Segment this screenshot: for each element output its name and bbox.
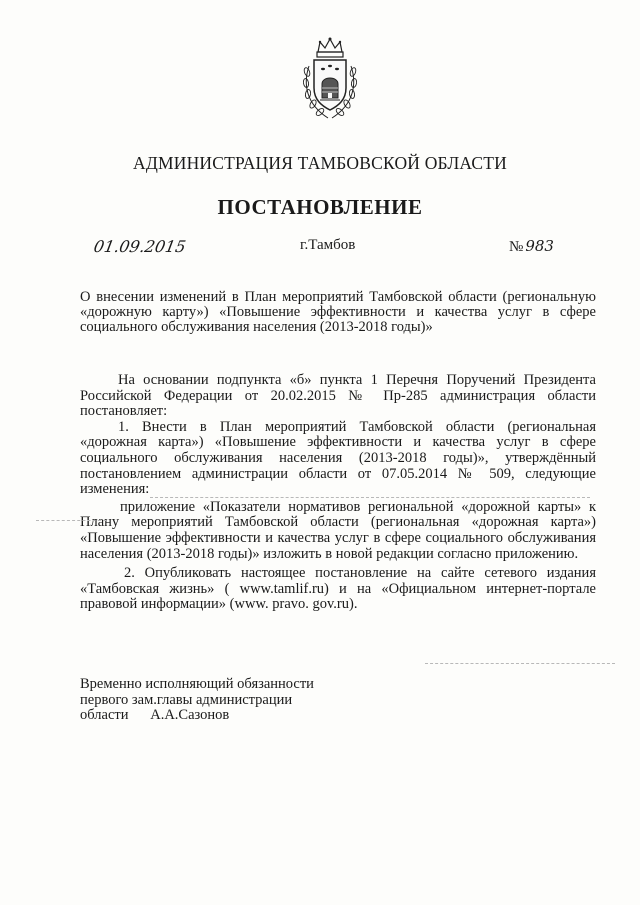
tambov-coat-of-arms-icon (300, 36, 360, 122)
signature-position-line-3 (80, 708, 314, 724)
organization-name: АДМИНИСТРАЦИЯ ТАМБОВСКОЙ ОБЛАСТИ (133, 153, 507, 173)
document-date: 01.09.2015 (92, 237, 188, 256)
preamble-paragraph: На основании подпункта «б» пункта 1 Перечня Поручений Президента Российской Федерации от 20.02.2015 № Пр-285 администрация области постановляет: (80, 372, 596, 420)
document-body (80, 373, 596, 613)
document-city: г.Тамбов (300, 237, 356, 253)
item-1-appendix-paragraph: приложение «Показатели нормативов региональной «дорожной карты» к Плану мероприятий Тамбовской области (региональная «дорожная карта») «Повышение эффективности и качества услуг в сфере социального обслуживания населения (2013-2018 годы)» изложить в новой редакции согласно приложению. (80, 498, 596, 562)
item-1-paragraph: 1. Внести в План мероприятий Тамбовской области (региональная «дорожная карта») «Повышение эффективности и качества услуг в сфере социального обслуживания населения (2013-2018 годы)», утверждённый постановлением администрации области от 07.05.2014 № 509, следующие изменения: (80, 418, 596, 498)
signature-position-line-1: Временно исполняющий обязанности (80, 676, 314, 692)
document-type-title: ПОСТАНОВЛЕНИЕ (217, 195, 423, 219)
signature-region: области (80, 707, 129, 723)
signature-block (80, 677, 314, 724)
item-2-paragraph: 2. Опубликовать настоящее постановление на сайте сетевого издания «Тамбовская жизнь» ( www.tamlif.ru) и на «Официальном интернет-портале правовой информации» (www. pravo. gov.ru). (80, 565, 596, 613)
scan-artifact-line (36, 520, 106, 521)
number-prefix: № (509, 239, 524, 255)
scan-artifact-line (425, 663, 615, 664)
document-subject: О внесении изменений в План мероприятий Тамбовской области (региональную «дорожную карту») «Повышение эффективности и качества услуг в сфере социального обслуживания населения (2013-2018 годы)» (80, 289, 596, 335)
scan-artifact-line (150, 497, 590, 498)
number-value: 983 (525, 237, 554, 255)
signatory-name: А.А.Сазонов (150, 707, 230, 723)
document-number (509, 237, 554, 256)
signature-position-line-2: первого зам.главы администрации (80, 691, 293, 708)
